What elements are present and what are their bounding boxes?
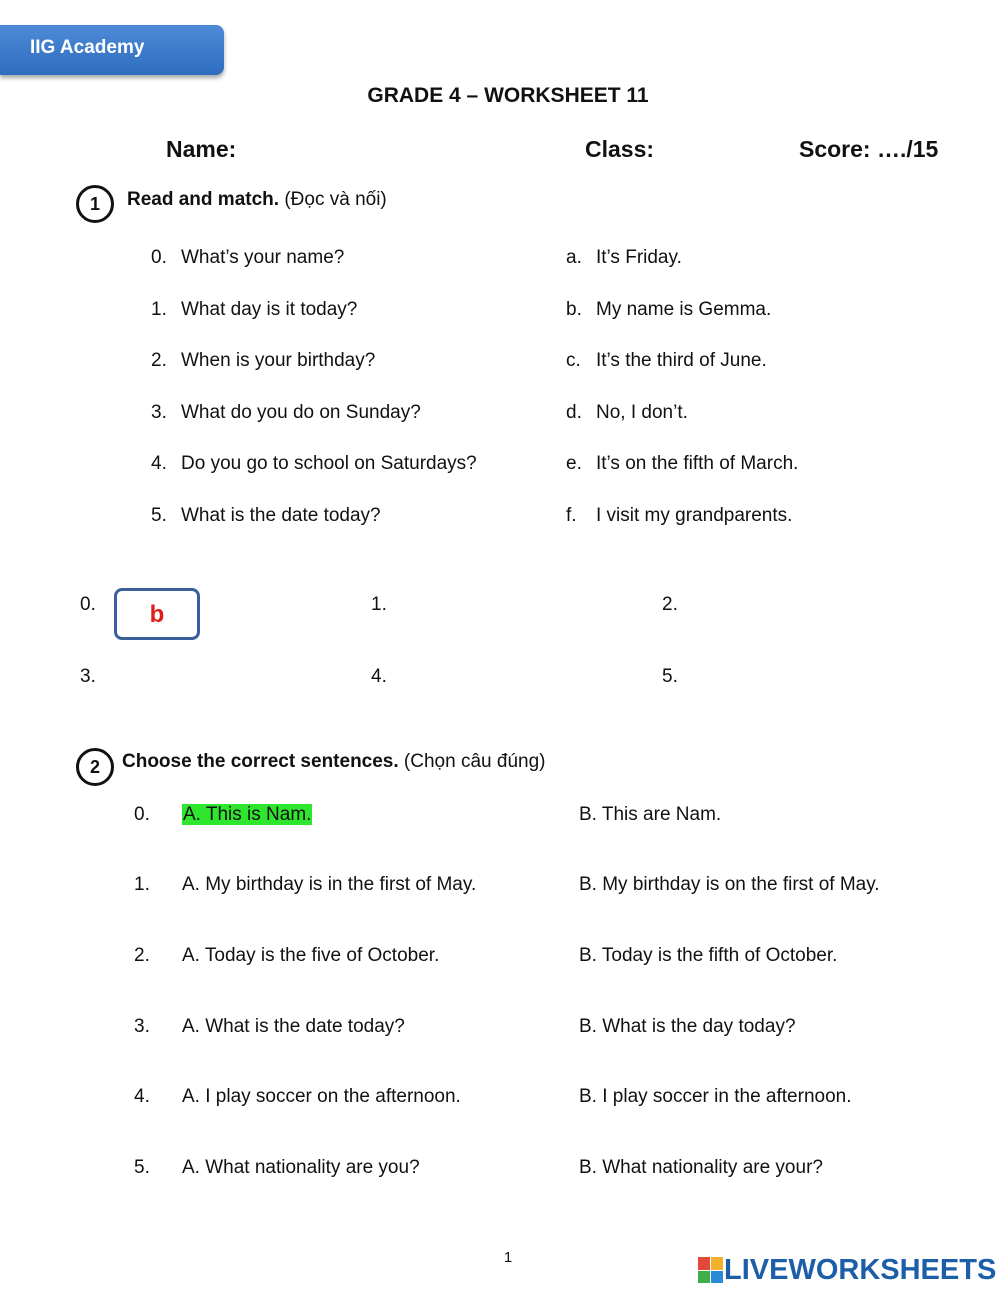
choice-a[interactable]: A. My birthday is in the first of May. <box>182 874 477 895</box>
choice-b[interactable]: B. I play soccer in the afternoon. <box>579 1086 852 1107</box>
choice-num: 3. <box>134 1016 150 1037</box>
choice-num: 4. <box>134 1086 150 1107</box>
choice-a[interactable]: A. Today is the five of October. <box>182 945 440 966</box>
answer-slot-label: 5. <box>662 666 678 687</box>
answer-slot-label: 3. <box>80 666 96 687</box>
answer-input-5[interactable] <box>689 658 779 708</box>
question-text: What is the date today? <box>181 505 381 526</box>
answer-letter: d. <box>566 402 582 423</box>
section-2-title <box>122 751 545 773</box>
answer-text: I visit my grandparents. <box>596 505 793 526</box>
choice-b[interactable]: B. What nationality are your? <box>579 1157 823 1178</box>
answer-input-2[interactable] <box>689 586 779 636</box>
choice-num: 1. <box>134 874 150 895</box>
question-text: When is your birthday? <box>181 350 376 371</box>
question-num: 4. <box>151 453 167 474</box>
question-text: What’s your name? <box>181 247 345 268</box>
question-num: 3. <box>151 402 167 423</box>
answer-text: My name is Gemma. <box>596 299 772 320</box>
answer-text: No, I don’t. <box>596 402 688 423</box>
section-1-title <box>127 189 387 211</box>
answer-letter: c. <box>566 350 581 371</box>
section-2-title-note: (Chọn câu đúng) <box>398 751 546 772</box>
choice-num: 5. <box>134 1157 150 1178</box>
brand-tab: IIG Academy <box>0 25 224 75</box>
answer-letter: b. <box>566 299 582 320</box>
answer-letter: a. <box>566 247 582 268</box>
section-1-title-note: (Đọc và nối) <box>279 189 387 210</box>
answer-slot-label: 4. <box>371 666 387 687</box>
class-label: Class: <box>585 136 655 162</box>
section-1-number: 1 <box>76 185 114 223</box>
worksheet-title: GRADE 4 – WORKSHEET 11 <box>367 84 649 107</box>
answer-slot-label: 1. <box>371 594 387 615</box>
question-text: What day is it today? <box>181 299 358 320</box>
choice-num: 0. <box>134 804 150 825</box>
question-text: Do you go to school on Saturdays? <box>181 453 477 474</box>
choice-b[interactable]: B. Today is the fifth of October. <box>579 945 838 966</box>
answer-letter: e. <box>566 453 582 474</box>
choice-a[interactable]: A. I play soccer on the afternoon. <box>182 1086 461 1107</box>
logo-blocks-icon <box>698 1257 722 1283</box>
answer-text: It’s Friday. <box>596 247 682 268</box>
page-number: 1 <box>503 1249 513 1266</box>
section-1-title-bold: Read and match. <box>127 189 280 210</box>
choice-a-selected[interactable] <box>182 804 312 826</box>
question-num: 0. <box>151 247 167 268</box>
logo-text: LIVEWORKSHEETS <box>724 1254 997 1286</box>
answer-input-4[interactable] <box>398 658 488 708</box>
question-text: What do you do on Sunday? <box>181 402 421 423</box>
answer-text: It’s on the fifth of March. <box>596 453 799 474</box>
answer-text: It’s the third of June. <box>596 350 767 371</box>
section-2-number: 2 <box>76 748 114 786</box>
liveworksheets-logo <box>698 1255 996 1285</box>
answer-letter: f. <box>566 505 577 526</box>
choice-a[interactable]: A. What is the date today? <box>182 1016 405 1037</box>
answer-input-3[interactable] <box>108 658 198 708</box>
answer-input-1[interactable] <box>398 586 488 636</box>
score-label: Score: …./15 <box>799 136 939 162</box>
answer-slot-label: 0. <box>80 594 96 615</box>
choice-b[interactable]: B. My birthday is on the first of May. <box>579 874 880 895</box>
choice-a[interactable]: A. What nationality are you? <box>182 1157 420 1178</box>
choice-a-text: A. This is Nam. <box>183 804 312 825</box>
section-2-title-bold: Choose the correct sentences. <box>122 751 399 772</box>
name-label: Name: <box>166 136 237 162</box>
choice-num: 2. <box>134 945 150 966</box>
choice-b[interactable]: B. This are Nam. <box>579 804 722 825</box>
question-num: 2. <box>151 350 167 371</box>
question-num: 5. <box>151 505 167 526</box>
question-num: 1. <box>151 299 167 320</box>
answer-slot-label: 2. <box>662 594 678 615</box>
choice-b[interactable]: B. What is the day today? <box>579 1016 796 1037</box>
answer-input-0[interactable]: b <box>114 588 200 640</box>
